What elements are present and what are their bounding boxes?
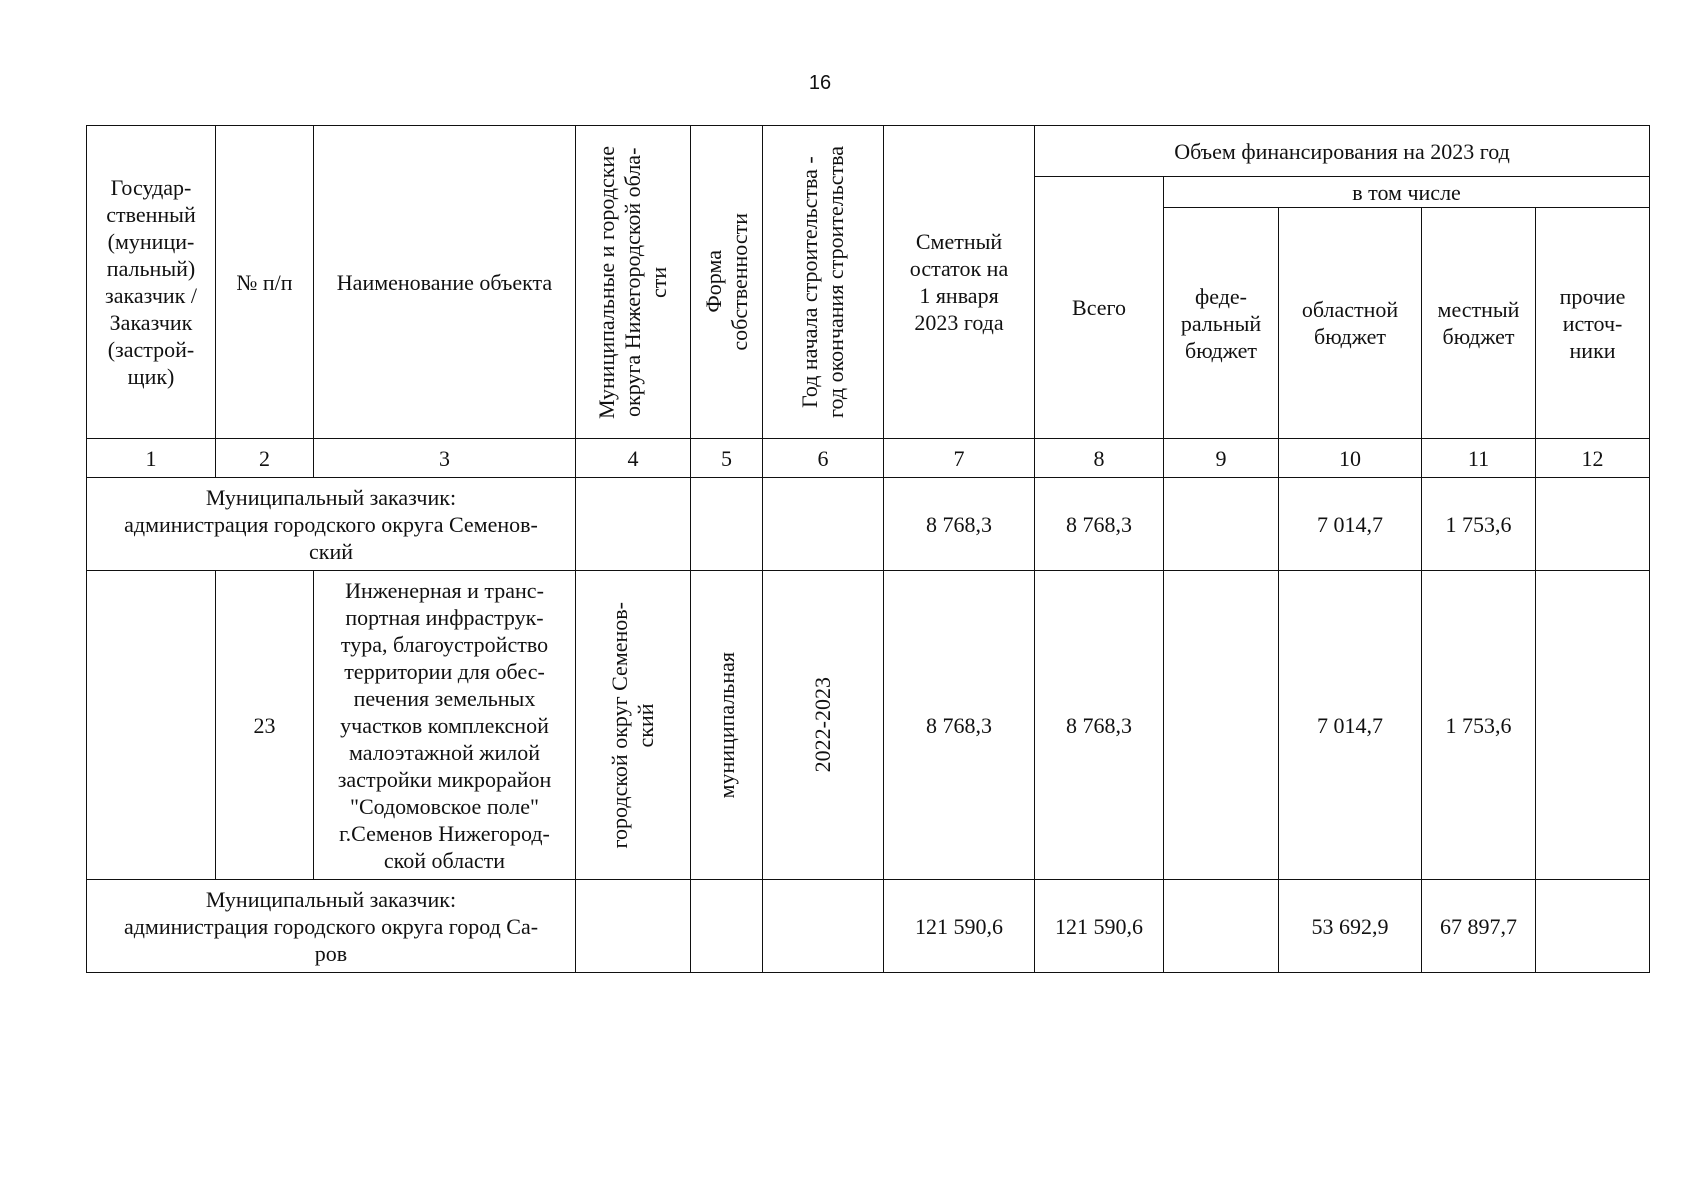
item-years-cell: [763, 571, 884, 880]
estimate-balance-value: 8 768,3: [884, 478, 1035, 571]
federal-value: [1164, 571, 1279, 880]
column-number: 4: [576, 439, 691, 478]
header-row-top: [87, 126, 1650, 177]
empty-cell: [763, 880, 884, 973]
header-regional: областной бюджет: [1279, 208, 1422, 439]
regional-value: 53 692,9: [1279, 880, 1422, 973]
table-row-group-semenov: [87, 478, 1650, 571]
local-value: 1 753,6: [1422, 571, 1536, 880]
federal-value: [1164, 478, 1279, 571]
column-number: 11: [1422, 439, 1536, 478]
header-ownership: Форма собственности: [700, 213, 752, 351]
header-total: Всего: [1035, 177, 1164, 439]
column-number: 12: [1536, 439, 1650, 478]
other-value: [1536, 880, 1650, 973]
column-number: 10: [1279, 439, 1422, 478]
empty-cell: [763, 478, 884, 571]
item-ownership-cell: [691, 571, 763, 880]
financing-table: [86, 125, 1650, 973]
empty-cell: [576, 880, 691, 973]
local-value: 67 897,7: [1422, 880, 1536, 973]
header-num: № п/п: [216, 126, 314, 439]
column-number: 1: [87, 439, 216, 478]
header-district-cell: [576, 126, 691, 439]
header-estimate-balance: Сметный остаток на 1 января 2023 года: [884, 126, 1035, 439]
item-object-name: Инженерная и транс- портная инфраструк- тура, благоустройство территории для обес- печения земельных участков комплексной малоэтажной жилой застройки микрорайон "Содомовское поле" г.Семенов Нижегород- ской области: [314, 571, 576, 880]
item-ownership: муниципальная: [713, 651, 739, 799]
empty-cell: [691, 880, 763, 973]
header-object-name: Наименование объекта: [314, 126, 576, 439]
empty-cell: [691, 478, 763, 571]
header-years: Год начала строительства - год окончания строительства: [797, 146, 848, 418]
regional-value: 7 014,7: [1279, 478, 1422, 571]
header-local: местный бюджет: [1422, 208, 1536, 439]
local-value: 1 753,6: [1422, 478, 1536, 571]
empty-cell: [576, 478, 691, 571]
header-federal: феде- ральный бюджет: [1164, 208, 1279, 439]
total-value: 8 768,3: [1035, 478, 1164, 571]
column-number: 6: [763, 439, 884, 478]
group-customer: Муниципальный заказчик: администрация городского округа Семенов- ский: [87, 478, 576, 571]
column-number: 5: [691, 439, 763, 478]
item-number: 23: [216, 571, 314, 880]
table-row-item-23: [87, 571, 1650, 880]
column-numbers-row: [87, 439, 1650, 478]
empty-cell: [87, 571, 216, 880]
estimate-balance-value: 8 768,3: [884, 571, 1035, 880]
table-row-group-sarov: [87, 880, 1650, 973]
other-value: [1536, 571, 1650, 880]
column-number: 2: [216, 439, 314, 478]
group-customer: Муниципальный заказчик: администрация городского округа город Са- ров: [87, 880, 576, 973]
item-district: городской округ Семенов- ский: [607, 601, 658, 849]
header-years-cell: [763, 126, 884, 439]
column-number: 9: [1164, 439, 1279, 478]
page-number: 16: [808, 72, 832, 94]
column-number: 7: [884, 439, 1035, 478]
estimate-balance-value: 121 590,6: [884, 880, 1035, 973]
column-number: 3: [314, 439, 576, 478]
total-value: 121 590,6: [1035, 880, 1164, 973]
header-funding-title: Объем финансирования на 2023 год: [1035, 126, 1650, 177]
header-other: прочие источ- ники: [1536, 208, 1650, 439]
header-district: Муниципальные и городские округа Нижегородской обла- сти: [594, 145, 671, 419]
regional-value: 7 014,7: [1279, 571, 1422, 880]
total-value: 8 768,3: [1035, 571, 1164, 880]
item-district-cell: [576, 571, 691, 880]
item-years: 2022-2023: [810, 677, 835, 773]
column-number: 8: [1035, 439, 1164, 478]
header-customer: Государ- ственный (муници- пальный) заказчик / Заказчик (застрой- щик): [87, 126, 216, 439]
other-value: [1536, 478, 1650, 571]
header-ownership-cell: [691, 126, 763, 439]
federal-value: [1164, 880, 1279, 973]
header-including: в том числе: [1164, 177, 1650, 208]
